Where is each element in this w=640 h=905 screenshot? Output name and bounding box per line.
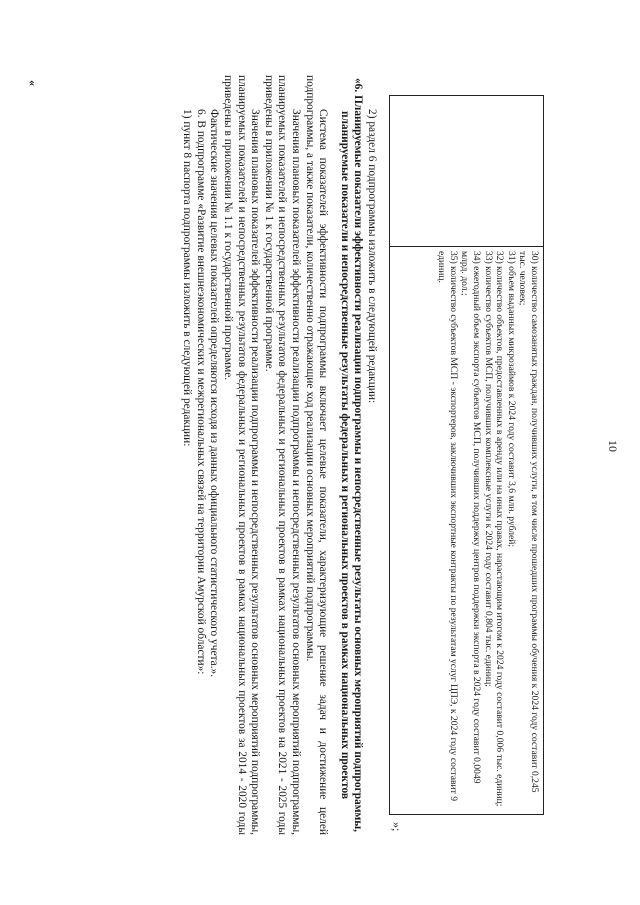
paragraph: Фактические значения целевых показателей определяются исходя из данных официального статистического учета.». <box>208 109 221 678</box>
paragraph: Значения плановых показателей эффективности реализации подпрограммы и непосредственных результатов основных мероприятий подпрограммы, планируемых показателей и непосредственных результатов федеральных и региональных проектов в рамках национальных проектов за 2014 - 2020 годы приведены в приложении № 1.1 к государственной программе. <box>222 75 262 835</box>
list-item: 32) количество объектов, предоставленных в аренду или на иных правах, нарастающим итогом к 2024 году составит 0,006 тыс. единиц; <box>494 251 506 807</box>
opening-mark: « <box>26 80 40 86</box>
main-text <box>180 75 378 835</box>
paragraph: Система показателей эффективности подпрограммы включает целевые показатели, характеризующие решение задач и достижение целей подпрограммы, а также показатели, количественно отражающие ход реализации основных мероприятий подпрограммы. <box>303 75 330 835</box>
section-heading: «6. Планируемые показатели эффективности реализации подпрограммы и непосредственные результаты основных мероприятий подпрограммы, планируемые показатели и непосредственные результаты федеральных и региональных проектов в рамках национальных проектов <box>338 77 365 832</box>
paragraph: 1) пункт 8 паспорта подпрограммы изложить в следующей редакции: <box>181 109 194 447</box>
list-item: 33) количество субъектов МСП, получивших комплексные услуги к 2024 году составит 0,804 тыс. единиц; <box>482 251 494 687</box>
section-intro: 2) раздел 6 подпрограммы изложить в следующей редакции: <box>366 109 378 404</box>
list-item: 35) количество субъектов МСП - экспортеров, заключивших экспортные контракты по результатам услуг ЦПЭ, к 2024 году составит 9 единиц. <box>436 251 459 802</box>
page-number: 10 <box>606 440 620 452</box>
paragraph: Значения плановых показателей эффективности реализации подпрограммы и непосредственных результатов основных мероприятий подпрограммы, планируемых показателей и непосредственных результатов федеральных и региональных проектов в рамках национальных проектов на 2021 - 2025 годы приведены в приложении № 1 к государственной программе. <box>262 75 303 835</box>
table-label-cell <box>390 96 543 247</box>
table-content-cell <box>436 251 540 808</box>
table-closing-mark: »; <box>390 822 404 832</box>
outcomes-table <box>389 95 544 815</box>
list-item: 31) объем выданных микрозаймов к 2024 году составит 3,6 млн. рублей; <box>505 251 517 548</box>
list-item: 34) ежегодный объем экспорта субъектов МСП, получивших поддержку центров поддержки экспорта в 2024 году составит 0,0049 млрд. дол.; <box>459 251 483 784</box>
list-item: 30) количество самозанятых граждан, получивших услуги, в том числе прошедших программы обучения к 2024 году составит 0,245 тыс. человек; <box>517 251 540 793</box>
paragraph: 6. В подпрограмме «Развитие внешнеэкономических и межрегиональных связей на территории Амурской области»: <box>194 109 207 675</box>
